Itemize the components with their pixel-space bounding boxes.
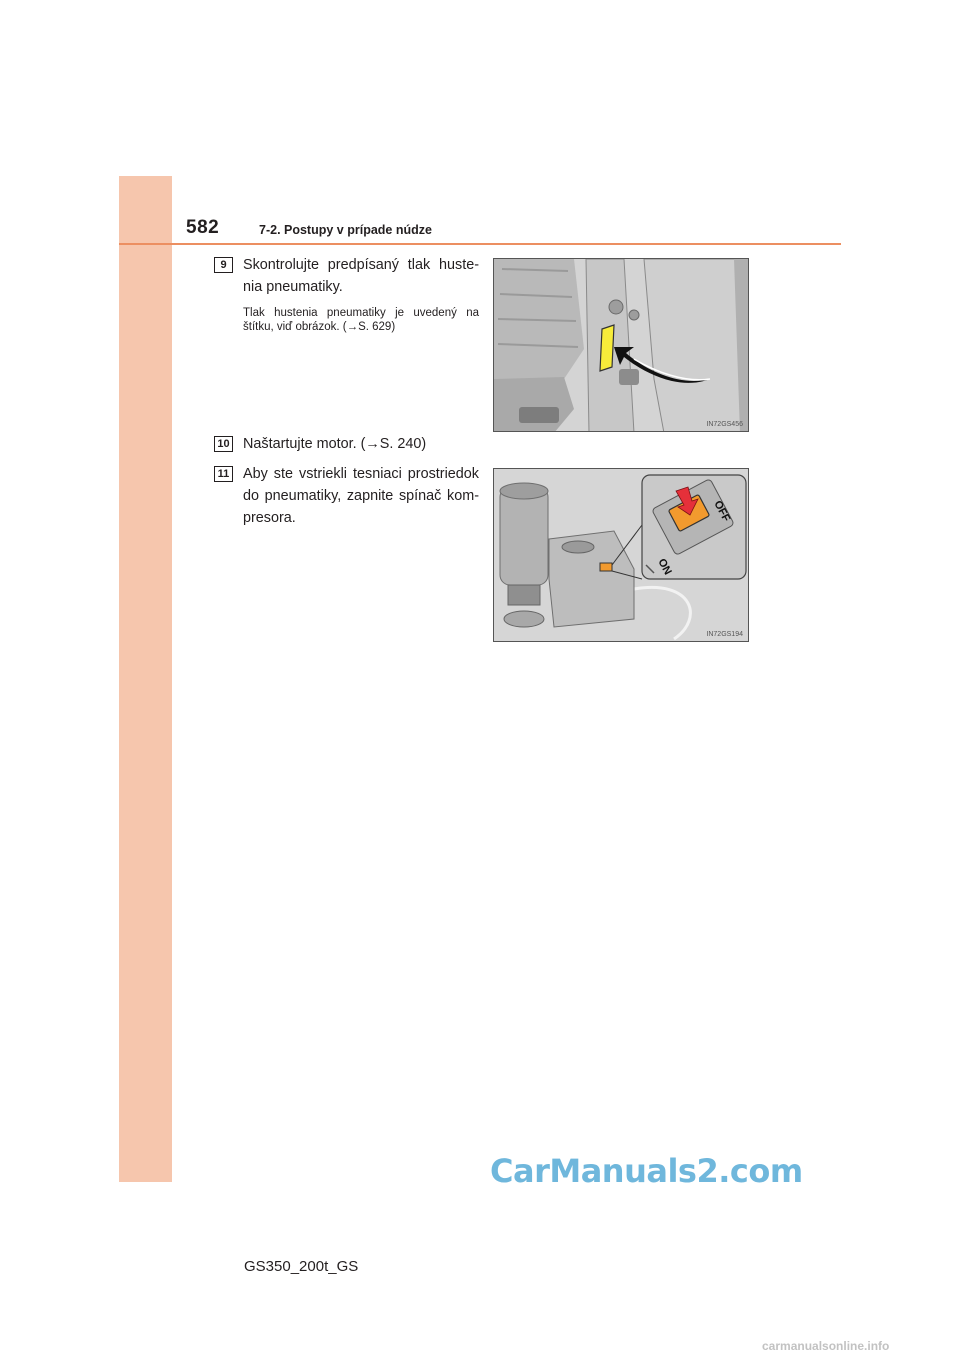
section-title: 7-2. Postupy v prípade núdze <box>259 223 432 237</box>
tire-pressure-sticker <box>600 325 614 371</box>
door-pillar-illustration <box>494 259 749 432</box>
step-9-text: Skontrolujte predpísaný tlak huste-nia pneumatiky. <box>243 257 479 295</box>
compressor-illustration <box>494 469 749 642</box>
figure-code: IN72GS456 <box>706 421 743 428</box>
step-number-10: 10 <box>214 436 233 452</box>
footer-model-code: GS350_200t_GS <box>244 1258 359 1275</box>
chapter-sidebar-tab <box>119 176 172 1182</box>
step-number-11: 11 <box>214 466 233 482</box>
switch-off-label: OFF <box>711 498 733 524</box>
step-11-text: Aby ste vstriekli tesniaci prostriedok do pneumatiky, zapnite spínač kom-presora. <box>243 466 479 526</box>
watermark-carmanuals2[interactable]: CarManuals2.com <box>490 1152 803 1190</box>
step-10-text: Naštartujte motor. (→S. 240) <box>243 436 427 452</box>
watermark-carmanualsonline[interactable]: carmanualsonline.info <box>762 1339 890 1353</box>
figure-code: IN72GS194 <box>706 631 743 638</box>
header-rule <box>119 243 841 245</box>
step-9-note: Tlak hustenia pneumatiky je uvedený na štítku, viď obrázok. (→S. 629) <box>243 307 479 333</box>
switch-on-label: ON <box>655 556 674 577</box>
page-number: 582 <box>186 217 220 238</box>
step-number-9: 9 <box>214 257 233 273</box>
figure-tire-pressure-label <box>493 258 749 432</box>
figure-compressor-switch <box>493 468 749 642</box>
